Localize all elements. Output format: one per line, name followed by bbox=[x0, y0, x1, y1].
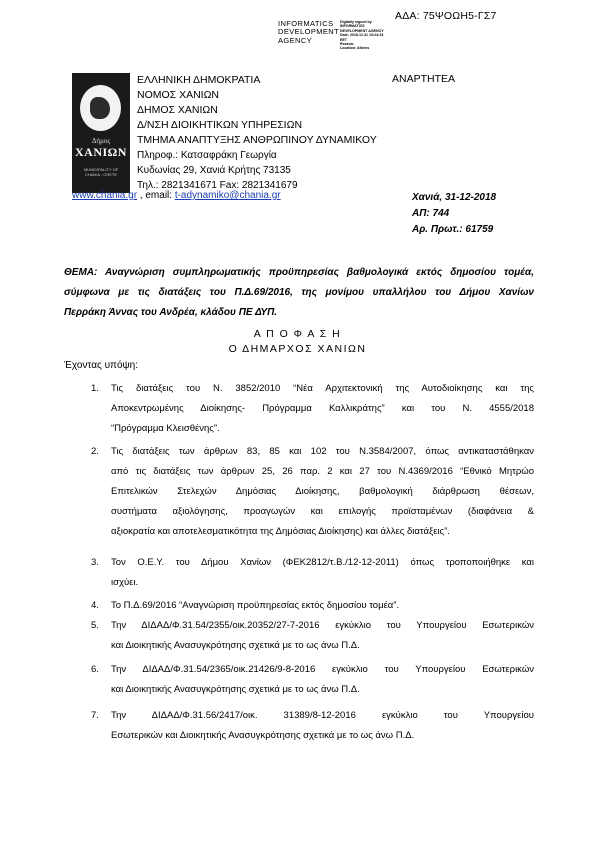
decision-subtitle: Ο ΔΗΜΑΡΧΟΣ ΧΑΝΙΩΝ bbox=[228, 343, 367, 355]
signature-detail-line: INFORMATICS bbox=[340, 24, 365, 29]
signature-detail-line: Reason: bbox=[340, 42, 355, 47]
item-number: 3. bbox=[91, 557, 99, 568]
item-number: 7. bbox=[91, 710, 99, 721]
email-link[interactable]: t-adynamiko@chania.gr bbox=[174, 190, 281, 201]
item-line: Το Π.Δ.69/2016 “Αναγνώριση προϋπηρεσίας εκτός δημοσίου τομέα”. bbox=[111, 600, 400, 611]
date-block bbox=[412, 190, 496, 238]
subject-line: Περράκη Άννας του Ανδρέα, κλάδου ΠΕ ΔΥΠ. bbox=[64, 307, 278, 318]
agency-line: AGENCY bbox=[278, 35, 313, 45]
item-line: “Πρόγραμμα Κλεισθένης”. bbox=[111, 423, 220, 434]
item-number: 2. bbox=[91, 446, 99, 457]
logo-subtext bbox=[72, 167, 130, 177]
item-line: Επιτελικών Στελεχών Δημόσιας Διοίκησης, βαθμολογική διάρθρωση θέσεων, bbox=[111, 486, 534, 497]
item-number: 5. bbox=[91, 620, 99, 631]
agency-line: DEVELOPMENT bbox=[278, 27, 340, 37]
info-line: Πληροφ.: Κατσαφράκη Γεωργία bbox=[137, 150, 277, 161]
contact-separator: , email: bbox=[137, 190, 175, 201]
item-line: ισχύει. bbox=[111, 577, 139, 588]
digital-signature-details bbox=[340, 20, 400, 51]
protocol-number: Αρ. Πρωτ.: 61759 bbox=[412, 224, 494, 235]
logo-top-text: Δήμος bbox=[91, 137, 111, 145]
letterhead bbox=[137, 73, 377, 193]
posting-label: ΑΝΑΡΤΗΤΕΑ bbox=[392, 73, 456, 85]
item-line: Τις διατάξεις του Ν. 3852/2010 “Νέα Αρχιτεκτονική της Αυτοδιοίκησης και της bbox=[111, 383, 534, 394]
logo-subtext-line: CHANIA - CRETE bbox=[84, 172, 117, 177]
item-line: από τις διατάξεις των άρθρων 25, 26 παρ. 2 και 27 του Ν.4369/2016 “Εθνικό Μητρώο bbox=[111, 466, 534, 477]
info-line: Τηλ.: 2821341671 Fax: 2821341679 bbox=[137, 180, 298, 191]
info-line: Κυδωνίας 29, Χανιά Κρήτης 73135 bbox=[137, 165, 291, 176]
signature-detail-line: Location: Athens bbox=[340, 46, 370, 51]
logo-subtext-line: MUNICIPALITY OF bbox=[83, 167, 119, 172]
letterhead-line: ΝΟΜΟΣ ΧΑΝΙΩΝ bbox=[137, 89, 220, 101]
subject-line: σύμφωνα με τις διατάξεις του Π.Δ.69/2016, της μονίμου υπαλλήλου του Δήμου Χανίων bbox=[64, 287, 534, 298]
document-date: Χανιά, 31-12-2018 bbox=[412, 192, 497, 203]
agency-line: INFORMATICS bbox=[278, 19, 334, 28]
item-line: και Διοικητικής Ανασυγκρότησης σχετικά με το ως άνω Π.Δ. bbox=[111, 640, 360, 651]
item-number: 1. bbox=[91, 383, 99, 394]
item-line: αξιοκρατία και αποτελεσματικότητα της Δημόσιας Διοίκησης) και άλλες διατάξεις”. bbox=[111, 526, 450, 537]
ap-number: ΑΠ: 744 bbox=[412, 208, 450, 219]
letterhead-line: ΤΜΗΜΑ ΑΝΑΠΤΥΞΗΣ ΑΝΘΡΩΠΙΝΟΥ ΔΥΝΑΜΙΚΟΥ bbox=[137, 134, 377, 146]
emblem-icon bbox=[80, 85, 121, 131]
signature-detail-line: DEVELOPMENT AGENCY bbox=[340, 28, 384, 33]
letterhead-line: ΔΗΜΟΣ ΧΑΝΙΩΝ bbox=[137, 104, 218, 116]
item-line: και Διοικητικής Ανασυγκρότησης σχετικά με το ως άνω Π.Δ. bbox=[111, 684, 360, 695]
item-line: Αποκεντρωμένης Διοίκησης- Πρόγραμμα Καλλικράτης” και του Ν. 4555/2018 bbox=[111, 403, 534, 414]
item-number: 6. bbox=[91, 664, 99, 675]
item-line: Την ΔΙΔΑΔ/Φ.31.56/2417/οικ. 31389/8-12-2016 εγκύκλιο του Υπουργείου bbox=[111, 710, 534, 721]
item-number: 4. bbox=[91, 600, 99, 611]
municipality-logo bbox=[72, 73, 130, 193]
subject bbox=[64, 263, 534, 323]
item-line: συστήματα αξιολόγησης, προαγωγών και επιλογής προϊσταμένων (διαφάνεια & bbox=[111, 506, 534, 517]
subject-line: ΘΕΜΑ: Αναγνώριση συμπληρωματικής προϋπηρεσίας βαθμολογικά εκτός δημοσίου τομέα, bbox=[64, 267, 534, 278]
decision-title: Α Π Ο Φ Α Σ Η bbox=[253, 328, 342, 340]
letterhead-line: ΕΛΛΗΝΙΚΗ ΔΗΜΟΚΡΑΤΙΑ bbox=[137, 74, 261, 86]
signature-detail-line: EET bbox=[340, 37, 347, 42]
decision-heading bbox=[0, 327, 595, 357]
item-line: Την ΔΙΔΑΔ/Φ.31.54/2365/οικ.21426/9-8-2016 εγκύκλιο του Υπουργείου Εσωτερικών bbox=[111, 664, 534, 675]
website-link[interactable]: www.chania.gr bbox=[72, 190, 138, 201]
item-line: Εσωτερικών και Διοικητικής Ανασυγκρότησης σχετικά με το ως άνω Π.Δ. bbox=[111, 730, 415, 741]
letterhead-line: Δ/ΝΣΗ ΔΙΟΙΚΗΤΙΚΩΝ ΥΠΗΡΕΣΙΩΝ bbox=[137, 119, 303, 131]
considering-label: Έχοντας υπόψη: bbox=[64, 360, 138, 371]
logo-name: ΧΑΝΙΩΝ bbox=[75, 145, 127, 159]
signature-detail-line: Date: 2018.12.31 13:24:33 bbox=[340, 33, 384, 38]
item-line: Τις διατάξεις των άρθρων 83, 85 και 102 του Ν.3584/2007, όπως αντικαταστάθηκαν bbox=[111, 446, 534, 457]
ada-code: ΑΔΑ: 75ΨΟΩΗ5-ΓΣ7 bbox=[395, 10, 497, 22]
item-line: Την ΔΙΔΑΔ/Φ.31.54/2355/οικ.20352/27-7-2016 εγκύκλιο του Υπουργείου Εσωτερικών bbox=[111, 620, 534, 631]
signature-detail-line: Digitally signed by bbox=[340, 20, 372, 24]
item-line: Τον Ο.Ε.Υ. του Δήμου Χανίων (ΦΕΚ2812/τ.Β./12-12-2011) όπως τροποποιήθηκε και bbox=[111, 557, 534, 568]
contact-line bbox=[72, 190, 281, 201]
